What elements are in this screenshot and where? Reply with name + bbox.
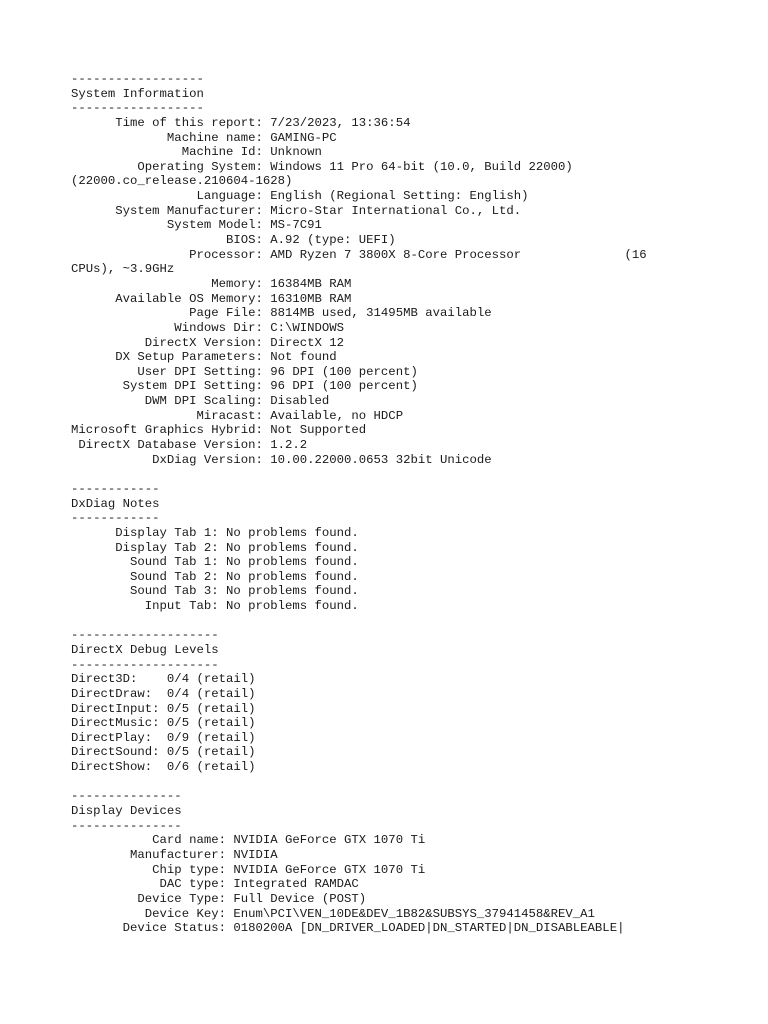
section-rule: --------------- [71,789,182,804]
system-model-line: System Model: MS-7C91 [71,218,322,233]
section-rule: ------------------ [71,72,204,86]
operating-system-line-cont: (22000.co_release.210604-1628) [71,174,293,189]
directx-version-line: DirectX Version: DirectX 12 [71,335,345,350]
direct3d-debug-line: Direct3D: 0/4 (retail) [71,672,256,687]
graphics-hybrid-line: Microsoft Graphics Hybrid: Not Supported [71,423,367,438]
sound-tab-2-note: Sound Tab 2: No problems found. [71,569,359,584]
section-rule: --------------- [71,818,182,833]
section-heading-directx-debug-levels: DirectX Debug Levels [71,642,219,657]
sound-tab-1-note: Sound Tab 1: No problems found. [71,555,359,570]
directmusic-debug-line: DirectMusic: 0/5 (retail) [71,716,256,731]
memory-line: Memory: 16384MB RAM [71,276,352,291]
dwm-dpi-scaling-line: DWM DPI Scaling: Disabled [71,394,330,409]
report-time-line: Time of this report: 7/23/2023, 13:36:54 [71,115,411,130]
language-line: Language: English (Regional Setting: English) [71,189,529,204]
bios-line: BIOS: A.92 (type: UEFI) [71,233,396,248]
directdraw-debug-line: DirectDraw: 0/4 (retail) [71,686,256,701]
input-tab-note: Input Tab: No problems found. [71,599,359,614]
operating-system-line: Operating System: Windows 11 Pro 64-bit (10.0, Build 22000) [71,159,573,174]
processor-line-cont: CPUs), ~3.9GHz [71,262,175,277]
card-name-line: Card name: NVIDIA GeForce GTX 1070 Ti [71,833,426,848]
section-rule: -------------------- [71,657,219,672]
section-rule: ------------ [71,511,160,526]
blank-line [71,775,647,790]
page-file-line: Page File: 8814MB used, 31495MB available [71,306,492,321]
display-tab-2-note: Display Tab 2: No problems found. [71,540,359,555]
directplay-debug-line: DirectPlay: 0/9 (retail) [71,730,256,745]
system-dpi-setting-line: System DPI Setting: 96 DPI (100 percent) [71,379,418,394]
section-rule: -------------------- [71,628,219,643]
windows-dir-line: Windows Dir: C:\WINDOWS [71,320,345,335]
dx-setup-parameters-line: DX Setup Parameters: Not found [71,350,337,365]
sound-tab-3-note: Sound Tab 3: No problems found. [71,584,359,599]
section-heading-display-devices: Display Devices [71,804,182,819]
device-status-line: Device Status: 0180200A [DN_DRIVER_LOADED|DN_STARTED|DN_DISABLEABLE| [71,921,625,936]
section-heading-dxdiag-notes: DxDiag Notes [71,496,160,511]
chip-type-line: Chip type: NVIDIA GeForce GTX 1070 Ti [71,862,426,877]
display-tab-1-note: Display Tab 1: No problems found. [71,525,359,540]
directshow-debug-line: DirectShow: 0/6 (retail) [71,760,256,775]
available-os-memory-line: Available OS Memory: 16310MB RAM [71,291,352,306]
dxdiag-report [71,72,647,936]
dac-type-line: DAC type: Integrated RAMDAC [71,877,359,892]
miracast-line: Miracast: Available, no HDCP [71,408,404,423]
directsound-debug-line: DirectSound: 0/5 (retail) [71,745,256,760]
blank-line [71,467,647,482]
blank-line [71,614,647,629]
system-manufacturer-line: System Manufacturer: Micro-Star International Co., Ltd. [71,203,522,218]
section-rule: ------------ [71,481,160,496]
directx-database-version-line: DirectX Database Version: 1.2.2 [71,438,308,453]
machine-id-line: Machine Id: Unknown [71,145,322,160]
manufacturer-line: Manufacturer: NVIDIA [71,847,278,862]
machine-name-line: Machine name: GAMING-PC [71,130,337,145]
device-type-line: Device Type: Full Device (POST) [71,891,367,906]
dxdiag-version-line: DxDiag Version: 10.00.22000.0653 32bit Unicode [71,452,492,467]
processor-line: Processor: AMD Ryzen 7 3800X 8-Core Processor (16 [71,247,647,262]
directinput-debug-line: DirectInput: 0/5 (retail) [71,701,256,716]
section-rule: ------------------ [71,101,204,116]
section-heading-system-information: System Information [71,86,204,101]
device-key-line: Device Key: Enum\PCI\VEN_10DE&DEV_1B82&SUBSYS_37941458&REV_A1 [71,906,595,921]
user-dpi-setting-line: User DPI Setting: 96 DPI (100 percent) [71,364,418,379]
